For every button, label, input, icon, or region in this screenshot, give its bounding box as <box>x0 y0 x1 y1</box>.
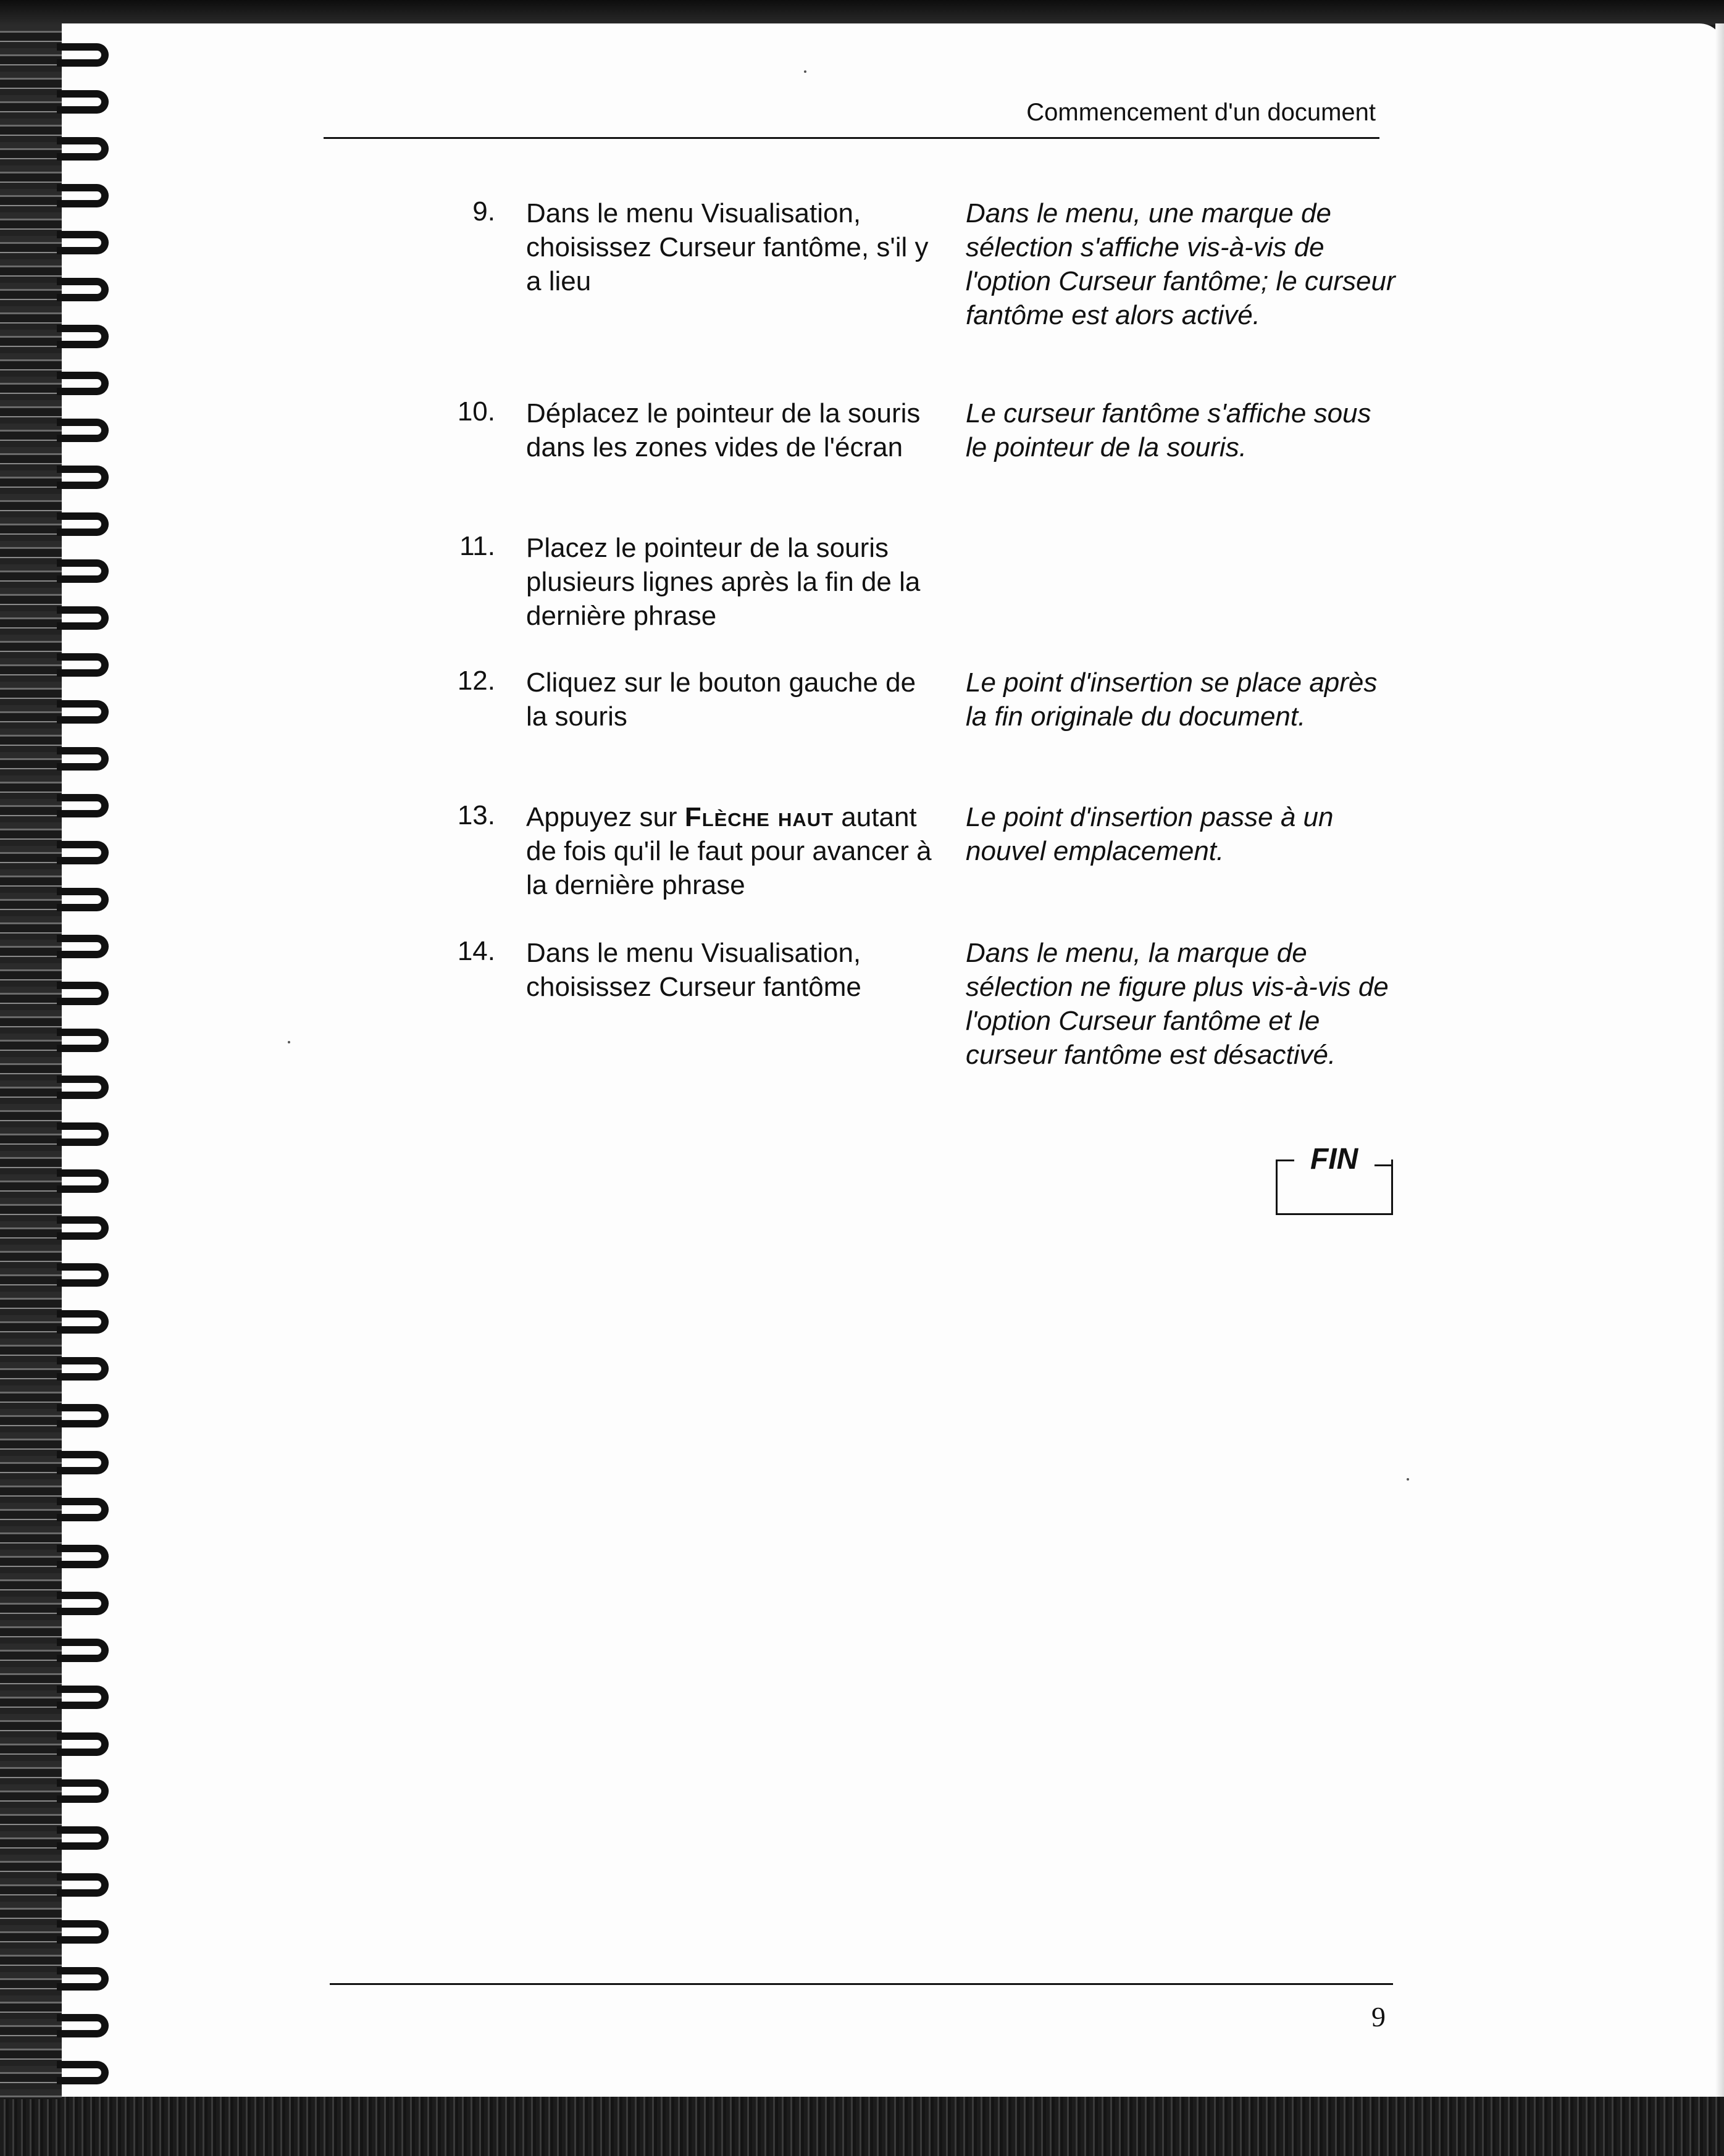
binding-loop <box>57 1592 109 1615</box>
action-suffix: autant de fois qu'il le faut pour avancer à la dernière phrase <box>526 802 932 900</box>
scan-bottom-edge <box>0 2097 1724 2156</box>
binding-loop <box>57 466 109 489</box>
footer-rule <box>330 1983 1393 1985</box>
binding-loop <box>57 700 109 724</box>
binding-loop <box>57 1545 109 1568</box>
header-rule <box>324 137 1379 139</box>
key-name: Flèche haut <box>684 802 834 832</box>
step-action: Déplacez le pointeur de la souris dans les zones vides de l'écran <box>526 398 921 462</box>
binding-loop <box>57 747 109 771</box>
step-action: Dans le menu Visualisation, choisissez Curseur fantôme, s'il y a lieu <box>526 198 929 296</box>
step-result: Le curseur fantôme s'affiche sous le pointeur de la souris. <box>966 398 1371 462</box>
binding-loop <box>57 1779 109 1803</box>
step-number: 9. <box>472 196 495 227</box>
section-title: Commencement d'un document <box>1026 99 1376 126</box>
scan-speck <box>288 1041 290 1043</box>
binding-loop <box>57 888 109 911</box>
step-action: Cliquez sur le bouton gauche de la souris <box>526 667 916 732</box>
binding-loop <box>57 1732 109 1756</box>
binding-loop <box>57 1357 109 1381</box>
binding-loop <box>57 512 109 536</box>
binding-loop <box>57 606 109 630</box>
page-number: 9 <box>1371 2001 1386 2033</box>
binding-loop <box>57 653 109 677</box>
step-result: Le point d'insertion se place après la fin originale du document. <box>966 667 1378 732</box>
binding-loop <box>57 231 109 254</box>
step-number: 11. <box>459 531 495 561</box>
spiral-binding <box>0 25 117 2099</box>
binding-loop <box>57 841 109 864</box>
binding-strip <box>0 25 62 2099</box>
binding-loop <box>57 372 109 395</box>
binding-loop <box>57 1826 109 1850</box>
binding-loop <box>57 1404 109 1427</box>
step-number: 13. <box>457 800 495 830</box>
binding-loop <box>57 1873 109 1897</box>
binding-loop <box>57 2014 109 2037</box>
step-result: Dans le menu, une marque de sélection s'affiche vis-à-vis de l'option Curseur fantôme; le curseur fantôme est alors activé. <box>966 198 1396 330</box>
binding-loop <box>57 935 109 958</box>
step-action: Dans le menu Visualisation, choisissez Curseur fantôme <box>526 938 861 1002</box>
step-number: 14. <box>457 936 495 966</box>
binding-loop <box>57 419 109 442</box>
binding-loop <box>57 1498 109 1521</box>
binding-loop <box>57 1076 109 1099</box>
binding-loop <box>57 1216 109 1240</box>
binding-loop <box>57 1967 109 1991</box>
binding-loop <box>57 794 109 817</box>
binding-loop <box>57 1686 109 1709</box>
end-marker-label: FIN <box>1304 1142 1364 1176</box>
binding-loop <box>57 1310 109 1334</box>
binding-loop <box>57 1029 109 1052</box>
step-result: Dans le menu, la marque de sélection ne figure plus vis-à-vis de l'option Curseur fantôme et le curseur fantôme est désactivé. <box>966 938 1389 1070</box>
end-marker <box>1276 1143 1393 1215</box>
binding-loop <box>57 137 109 161</box>
binding-loop <box>57 43 109 67</box>
binding-loop <box>57 325 109 348</box>
scan-speck <box>1407 1478 1409 1481</box>
step-number: 12. <box>457 666 495 696</box>
step-action <box>526 800 934 902</box>
binding-loop <box>57 184 109 207</box>
end-marker-cap-right <box>1375 1164 1393 1166</box>
binding-loop <box>57 2061 109 2084</box>
page-right-edge <box>1715 23 1724 2097</box>
binding-loop <box>57 1263 109 1287</box>
binding-loop <box>57 1122 109 1146</box>
step-number: 10. <box>457 396 495 427</box>
binding-loop <box>57 1451 109 1474</box>
step-action: Placez le pointeur de la souris plusieurs lignes après la fin de la dernière phrase <box>526 533 921 631</box>
binding-loop <box>57 90 109 114</box>
step-result: Le point d'insertion passe à un nouvel emplacement. <box>966 802 1334 866</box>
binding-loop <box>57 278 109 301</box>
binding-loop <box>57 982 109 1005</box>
binding-loop <box>57 1169 109 1193</box>
end-marker-cap-left <box>1276 1159 1294 1161</box>
page <box>62 23 1724 2097</box>
action-prefix: Appuyez sur <box>526 802 685 832</box>
binding-loop <box>57 1920 109 1944</box>
scan-speck <box>804 70 806 73</box>
binding-loop <box>57 1639 109 1662</box>
scan-top-edge <box>0 0 1724 25</box>
binding-loop <box>57 559 109 583</box>
